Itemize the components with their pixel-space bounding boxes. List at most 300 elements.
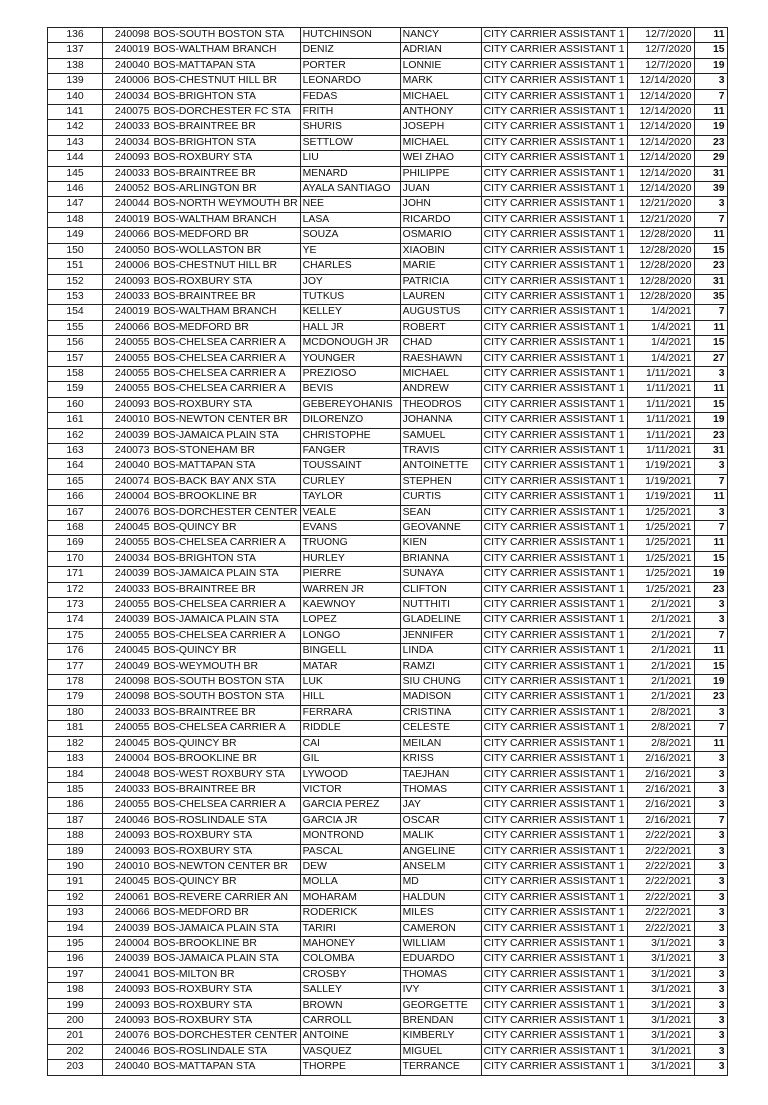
table-row [48, 644, 728, 659]
table-row [48, 336, 728, 351]
last-name: HALL JR [300, 320, 400, 335]
finance-number: 240039 [103, 428, 152, 443]
unit-name: BOS-MATTAPAN STA [152, 58, 301, 73]
row-number: 140 [48, 89, 103, 104]
job-title: CITY CARRIER ASSISTANT 1 [481, 998, 627, 1013]
table-row [48, 459, 728, 474]
first-name: MARIE [400, 259, 481, 274]
effective-date: 1/4/2021 [627, 305, 694, 320]
last-name: CURLEY [300, 474, 400, 489]
job-title: CITY CARRIER ASSISTANT 1 [481, 536, 627, 551]
row-number: 189 [48, 844, 103, 859]
finance-number: 240006 [103, 74, 152, 89]
first-name: ANGELINE [400, 844, 481, 859]
finance-number: 240040 [103, 1060, 152, 1075]
finance-number: 240093 [103, 1014, 152, 1029]
last-name: COLOMBA [300, 952, 400, 967]
hours-value: 19 [694, 567, 727, 582]
last-name: GARCIA JR [300, 813, 400, 828]
effective-date: 12/14/2020 [627, 135, 694, 150]
first-name: MIGUEL [400, 1044, 481, 1059]
table-row [48, 829, 728, 844]
job-title: CITY CARRIER ASSISTANT 1 [481, 782, 627, 797]
job-title: CITY CARRIER ASSISTANT 1 [481, 474, 627, 489]
first-name: PATRICIA [400, 274, 481, 289]
first-name: LAUREN [400, 289, 481, 304]
last-name: HURLEY [300, 551, 400, 566]
table-row [48, 212, 728, 227]
first-name: ROBERT [400, 320, 481, 335]
table-row [48, 536, 728, 551]
unit-name: BOS-WOLLASTON BR [152, 243, 301, 258]
last-name: YE [300, 243, 400, 258]
unit-name: BOS-BRAINTREE BR [152, 582, 301, 597]
unit-name: BOS-CHELSEA CARRIER A [152, 336, 301, 351]
first-name: IVY [400, 983, 481, 998]
unit-name: BOS-SOUTH BOSTON STA [152, 675, 301, 690]
row-number: 174 [48, 613, 103, 628]
unit-name: BOS-ROXBURY STA [152, 1014, 301, 1029]
effective-date: 12/7/2020 [627, 58, 694, 73]
effective-date: 1/11/2021 [627, 413, 694, 428]
hours-value: 3 [694, 829, 727, 844]
effective-date: 2/1/2021 [627, 628, 694, 643]
first-name: CHAD [400, 336, 481, 351]
job-title: CITY CARRIER ASSISTANT 1 [481, 397, 627, 412]
effective-date: 2/1/2021 [627, 675, 694, 690]
row-number: 186 [48, 798, 103, 813]
finance-number: 240010 [103, 413, 152, 428]
effective-date: 2/1/2021 [627, 659, 694, 674]
last-name: CARROLL [300, 1014, 400, 1029]
unit-name: BOS-ROXBURY STA [152, 829, 301, 844]
job-title: CITY CARRIER ASSISTANT 1 [481, 705, 627, 720]
hours-value: 3 [694, 767, 727, 782]
job-title: CITY CARRIER ASSISTANT 1 [481, 613, 627, 628]
job-title: CITY CARRIER ASSISTANT 1 [481, 582, 627, 597]
first-name: GEOVANNE [400, 521, 481, 536]
hours-value: 3 [694, 983, 727, 998]
effective-date: 1/11/2021 [627, 443, 694, 458]
last-name: VEALE [300, 505, 400, 520]
row-number: 167 [48, 505, 103, 520]
table-row [48, 598, 728, 613]
job-title: CITY CARRIER ASSISTANT 1 [481, 659, 627, 674]
row-number: 192 [48, 890, 103, 905]
last-name: PREZIOSO [300, 366, 400, 381]
unit-name: BOS-MEDFORD BR [152, 228, 301, 243]
last-name: MCDONOUGH JR [300, 336, 400, 351]
job-title: CITY CARRIER ASSISTANT 1 [481, 829, 627, 844]
job-title: CITY CARRIER ASSISTANT 1 [481, 983, 627, 998]
table-row [48, 182, 728, 197]
job-title: CITY CARRIER ASSISTANT 1 [481, 752, 627, 767]
hours-value: 3 [694, 1014, 727, 1029]
table-row [48, 844, 728, 859]
last-name: MONTROND [300, 829, 400, 844]
last-name: LIU [300, 151, 400, 166]
unit-name: BOS-JAMAICA PLAIN STA [152, 921, 301, 936]
first-name: RICARDO [400, 212, 481, 227]
table-row [48, 166, 728, 181]
hours-value: 3 [694, 998, 727, 1013]
hours-value: 3 [694, 1029, 727, 1044]
first-name: MILES [400, 906, 481, 921]
row-number: 187 [48, 813, 103, 828]
finance-number: 240093 [103, 983, 152, 998]
table-row [48, 721, 728, 736]
row-number: 185 [48, 782, 103, 797]
effective-date: 3/1/2021 [627, 1014, 694, 1029]
row-number: 201 [48, 1029, 103, 1044]
effective-date: 3/1/2021 [627, 1029, 694, 1044]
finance-number: 240006 [103, 259, 152, 274]
job-title: CITY CARRIER ASSISTANT 1 [481, 212, 627, 227]
effective-date: 1/25/2021 [627, 567, 694, 582]
job-title: CITY CARRIER ASSISTANT 1 [481, 736, 627, 751]
finance-number: 240055 [103, 336, 152, 351]
hours-value: 11 [694, 228, 727, 243]
row-number: 198 [48, 983, 103, 998]
finance-number: 240076 [103, 505, 152, 520]
row-number: 137 [48, 43, 103, 58]
first-name: RAESHAWN [400, 351, 481, 366]
unit-name: BOS-CHESTNUT HILL BR [152, 74, 301, 89]
unit-name: BOS-BRAINTREE BR [152, 705, 301, 720]
last-name: MATAR [300, 659, 400, 674]
hours-value: 3 [694, 705, 727, 720]
last-name: KAEWNOY [300, 598, 400, 613]
last-name: LONGO [300, 628, 400, 643]
finance-number: 240045 [103, 521, 152, 536]
row-number: 162 [48, 428, 103, 443]
first-name: TRAVIS [400, 443, 481, 458]
effective-date: 12/14/2020 [627, 151, 694, 166]
last-name: DILORENZO [300, 413, 400, 428]
unit-name: BOS-MEDFORD BR [152, 320, 301, 335]
effective-date: 12/28/2020 [627, 228, 694, 243]
job-title: CITY CARRIER ASSISTANT 1 [481, 274, 627, 289]
first-name: ADRIAN [400, 43, 481, 58]
finance-number: 240055 [103, 598, 152, 613]
unit-name: BOS-REVERE CARRIER AN [152, 890, 301, 905]
job-title: CITY CARRIER ASSISTANT 1 [481, 105, 627, 120]
finance-number: 240049 [103, 659, 152, 674]
finance-number: 240039 [103, 567, 152, 582]
first-name: MEILAN [400, 736, 481, 751]
row-number: 177 [48, 659, 103, 674]
table-row [48, 613, 728, 628]
row-number: 136 [48, 28, 103, 43]
table-row [48, 859, 728, 874]
hours-value: 23 [694, 690, 727, 705]
hours-value: 3 [694, 1044, 727, 1059]
unit-name: BOS-ROXBURY STA [152, 151, 301, 166]
unit-name: BOS-NORTH WEYMOUTH BR [152, 197, 301, 212]
effective-date: 2/16/2021 [627, 798, 694, 813]
hours-value: 39 [694, 182, 727, 197]
table-row [48, 382, 728, 397]
row-number: 173 [48, 598, 103, 613]
table-row [48, 890, 728, 905]
first-name: JAY [400, 798, 481, 813]
unit-name: BOS-MEDFORD BR [152, 906, 301, 921]
hours-value: 11 [694, 536, 727, 551]
unit-name: BOS-NEWTON CENTER BR [152, 859, 301, 874]
hours-value: 19 [694, 413, 727, 428]
last-name: TUTKUS [300, 289, 400, 304]
hours-value: 23 [694, 259, 727, 274]
first-name: CAMERON [400, 921, 481, 936]
last-name: MAHONEY [300, 936, 400, 951]
row-number: 164 [48, 459, 103, 474]
hours-value: 11 [694, 28, 727, 43]
finance-number: 240039 [103, 613, 152, 628]
finance-number: 240093 [103, 829, 152, 844]
row-number: 193 [48, 906, 103, 921]
first-name: MARK [400, 74, 481, 89]
job-title: CITY CARRIER ASSISTANT 1 [481, 844, 627, 859]
effective-date: 12/28/2020 [627, 259, 694, 274]
effective-date: 2/22/2021 [627, 829, 694, 844]
job-title: CITY CARRIER ASSISTANT 1 [481, 166, 627, 181]
finance-number: 240093 [103, 151, 152, 166]
hours-value: 7 [694, 474, 727, 489]
unit-name: BOS-WEYMOUTH BR [152, 659, 301, 674]
last-name: RODERICK [300, 906, 400, 921]
finance-number: 240055 [103, 366, 152, 381]
first-name: TERRANCE [400, 1060, 481, 1075]
finance-number: 240074 [103, 474, 152, 489]
finance-number: 240019 [103, 212, 152, 227]
table-row [48, 567, 728, 582]
table-row [48, 58, 728, 73]
hours-value: 3 [694, 752, 727, 767]
effective-date: 2/8/2021 [627, 736, 694, 751]
last-name: LEONARDO [300, 74, 400, 89]
finance-number: 240004 [103, 490, 152, 505]
finance-number: 240004 [103, 936, 152, 951]
last-name: NEE [300, 197, 400, 212]
row-number: 182 [48, 736, 103, 751]
unit-name: BOS-JAMAICA PLAIN STA [152, 567, 301, 582]
table-row [48, 289, 728, 304]
finance-number: 240034 [103, 89, 152, 104]
unit-name: BOS-JAMAICA PLAIN STA [152, 952, 301, 967]
first-name: ANDREW [400, 382, 481, 397]
unit-name: BOS-BRAINTREE BR [152, 289, 301, 304]
hours-value: 11 [694, 105, 727, 120]
job-title: CITY CARRIER ASSISTANT 1 [481, 721, 627, 736]
hours-value: 7 [694, 305, 727, 320]
hours-value: 3 [694, 798, 727, 813]
hours-value: 11 [694, 382, 727, 397]
row-number: 203 [48, 1060, 103, 1075]
table-row [48, 628, 728, 643]
first-name: MALIK [400, 829, 481, 844]
last-name: FERRARA [300, 705, 400, 720]
finance-number: 240039 [103, 921, 152, 936]
finance-number: 240055 [103, 628, 152, 643]
job-title: CITY CARRIER ASSISTANT 1 [481, 336, 627, 351]
table-row [48, 43, 728, 58]
job-title: CITY CARRIER ASSISTANT 1 [481, 813, 627, 828]
row-number: 196 [48, 952, 103, 967]
effective-date: 2/8/2021 [627, 721, 694, 736]
first-name: SIU CHUNG [400, 675, 481, 690]
unit-name: BOS-ROSLINDALE STA [152, 1044, 301, 1059]
finance-number: 240046 [103, 1044, 152, 1059]
unit-name: BOS-SOUTH BOSTON STA [152, 28, 301, 43]
table-row [48, 366, 728, 381]
row-number: 138 [48, 58, 103, 73]
row-number: 190 [48, 859, 103, 874]
last-name: FRITH [300, 105, 400, 120]
effective-date: 2/16/2021 [627, 767, 694, 782]
job-title: CITY CARRIER ASSISTANT 1 [481, 598, 627, 613]
hours-value: 19 [694, 675, 727, 690]
unit-name: BOS-ROSLINDALE STA [152, 813, 301, 828]
row-number: 160 [48, 397, 103, 412]
row-number: 181 [48, 721, 103, 736]
last-name: CROSBY [300, 967, 400, 982]
row-number: 147 [48, 197, 103, 212]
unit-name: BOS-BRAINTREE BR [152, 166, 301, 181]
table-row [48, 798, 728, 813]
table-row [48, 413, 728, 428]
last-name: BEVIS [300, 382, 400, 397]
finance-number: 240055 [103, 721, 152, 736]
job-title: CITY CARRIER ASSISTANT 1 [481, 120, 627, 135]
finance-number: 240010 [103, 859, 152, 874]
row-number: 200 [48, 1014, 103, 1029]
first-name: HALDUN [400, 890, 481, 905]
job-title: CITY CARRIER ASSISTANT 1 [481, 28, 627, 43]
row-number: 154 [48, 305, 103, 320]
table-row [48, 259, 728, 274]
effective-date: 1/25/2021 [627, 505, 694, 520]
effective-date: 3/1/2021 [627, 952, 694, 967]
hours-value: 31 [694, 443, 727, 458]
unit-name: BOS-CHELSEA CARRIER A [152, 628, 301, 643]
last-name: TAYLOR [300, 490, 400, 505]
job-title: CITY CARRIER ASSISTANT 1 [481, 89, 627, 104]
job-title: CITY CARRIER ASSISTANT 1 [481, 243, 627, 258]
job-title: CITY CARRIER ASSISTANT 1 [481, 382, 627, 397]
row-number: 148 [48, 212, 103, 227]
hours-value: 23 [694, 135, 727, 150]
job-title: CITY CARRIER ASSISTANT 1 [481, 567, 627, 582]
unit-name: BOS-CHELSEA CARRIER A [152, 798, 301, 813]
job-title: CITY CARRIER ASSISTANT 1 [481, 936, 627, 951]
finance-number: 240093 [103, 397, 152, 412]
job-title: CITY CARRIER ASSISTANT 1 [481, 43, 627, 58]
unit-name: BOS-DORCHESTER FC STA [152, 105, 301, 120]
table-row [48, 197, 728, 212]
finance-number: 240093 [103, 998, 152, 1013]
finance-number: 240045 [103, 736, 152, 751]
effective-date: 3/1/2021 [627, 998, 694, 1013]
first-name: WEI ZHAO [400, 151, 481, 166]
last-name: SHURIS [300, 120, 400, 135]
job-title: CITY CARRIER ASSISTANT 1 [481, 320, 627, 335]
row-number: 142 [48, 120, 103, 135]
first-name: CLIFTON [400, 582, 481, 597]
job-title: CITY CARRIER ASSISTANT 1 [481, 644, 627, 659]
hours-value: 11 [694, 320, 727, 335]
finance-number: 240044 [103, 197, 152, 212]
effective-date: 1/4/2021 [627, 336, 694, 351]
first-name: SEAN [400, 505, 481, 520]
last-name: MOHARAM [300, 890, 400, 905]
row-number: 161 [48, 413, 103, 428]
job-title: CITY CARRIER ASSISTANT 1 [481, 459, 627, 474]
job-title: CITY CARRIER ASSISTANT 1 [481, 1029, 627, 1044]
hours-value: 15 [694, 336, 727, 351]
finance-number: 240034 [103, 551, 152, 566]
hours-value: 15 [694, 43, 727, 58]
hours-value: 7 [694, 813, 727, 828]
hours-value: 3 [694, 459, 727, 474]
unit-name: BOS-MATTAPAN STA [152, 459, 301, 474]
first-name: THEODROS [400, 397, 481, 412]
first-name: CELESTE [400, 721, 481, 736]
hours-value: 7 [694, 721, 727, 736]
finance-number: 240066 [103, 320, 152, 335]
finance-number: 240033 [103, 782, 152, 797]
table-row [48, 921, 728, 936]
job-title: CITY CARRIER ASSISTANT 1 [481, 228, 627, 243]
job-title: CITY CARRIER ASSISTANT 1 [481, 413, 627, 428]
job-title: CITY CARRIER ASSISTANT 1 [481, 197, 627, 212]
first-name: PHILIPPE [400, 166, 481, 181]
last-name: RIDDLE [300, 721, 400, 736]
finance-number: 240098 [103, 675, 152, 690]
job-title: CITY CARRIER ASSISTANT 1 [481, 859, 627, 874]
unit-name: BOS-WALTHAM BRANCH [152, 212, 301, 227]
table-row [48, 782, 728, 797]
hours-value: 31 [694, 274, 727, 289]
last-name: BINGELL [300, 644, 400, 659]
hours-value: 11 [694, 736, 727, 751]
row-number: 150 [48, 243, 103, 258]
job-title: CITY CARRIER ASSISTANT 1 [481, 521, 627, 536]
job-title: CITY CARRIER ASSISTANT 1 [481, 366, 627, 381]
last-name: PORTER [300, 58, 400, 73]
row-number: 152 [48, 274, 103, 289]
job-title: CITY CARRIER ASSISTANT 1 [481, 875, 627, 890]
finance-number: 240093 [103, 844, 152, 859]
effective-date: 12/28/2020 [627, 274, 694, 289]
hours-value: 3 [694, 844, 727, 859]
effective-date: 1/19/2021 [627, 459, 694, 474]
first-name: KIEN [400, 536, 481, 551]
job-title: CITY CARRIER ASSISTANT 1 [481, 151, 627, 166]
finance-number: 240093 [103, 274, 152, 289]
unit-name: BOS-ROXBURY STA [152, 397, 301, 412]
job-title: CITY CARRIER ASSISTANT 1 [481, 551, 627, 566]
table-row [48, 74, 728, 89]
table-row [48, 28, 728, 43]
finance-number: 240055 [103, 798, 152, 813]
last-name: SOUZA [300, 228, 400, 243]
first-name: MICHAEL [400, 366, 481, 381]
last-name: SALLEY [300, 983, 400, 998]
row-number: 169 [48, 536, 103, 551]
first-name: RAMZI [400, 659, 481, 674]
row-number: 145 [48, 166, 103, 181]
first-name: ANTHONY [400, 105, 481, 120]
